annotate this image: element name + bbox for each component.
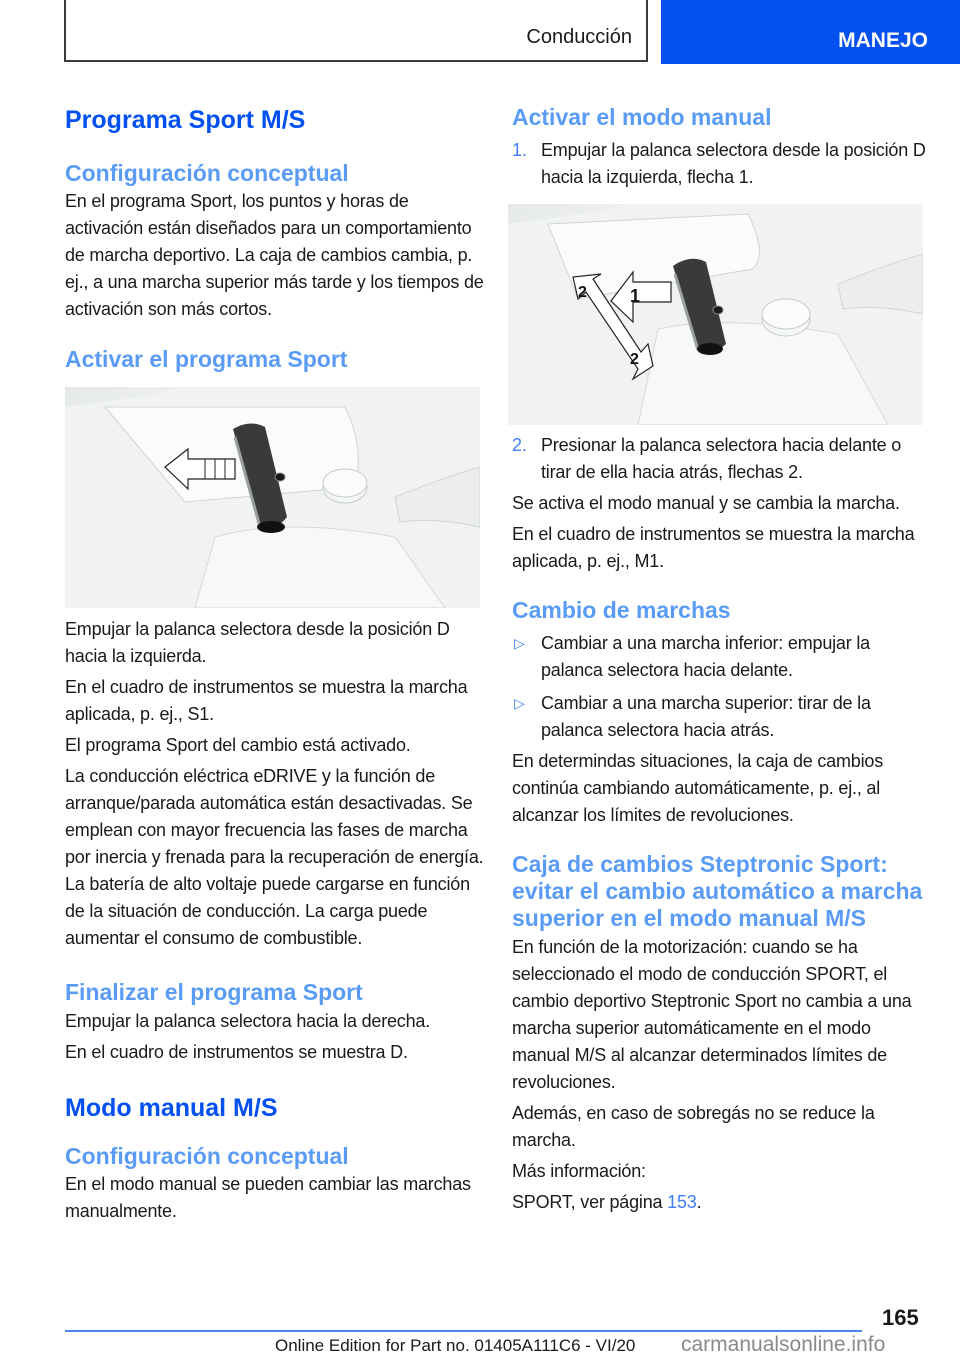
- step-number: 1.: [512, 140, 528, 160]
- more-info-label: Más información:: [512, 1161, 646, 1181]
- edition-text: Online Edition for Part no. 01405A111C6 - VI/20: [275, 1336, 636, 1355]
- arrow-label-2a: 2: [578, 284, 587, 301]
- shift-text: En determindas situaciones, la caja de cambios continúa cambiando automáticamente, p. ej., al alcanzar los límites de revoluciones.: [512, 751, 884, 825]
- manual-mode-title: Modo manual M/S: [65, 1094, 278, 1122]
- reference-prefix: SPORT, ver página: [512, 1192, 668, 1212]
- activate-text-2: En el cuadro de instrumentos se muestra la marcha aplicada, p. ej., S1.: [65, 677, 468, 724]
- steptronic-heading: Caja de cambios Steptronic Sport: evitar el cambio automático a marcha superior en el modo manual M/S: [512, 851, 923, 931]
- step-item: [512, 137, 927, 191]
- steptronic-text-2: Además, en caso de sobregás no se reduce la marcha.: [512, 1103, 875, 1150]
- chapter-title: MANEJO: [838, 29, 928, 52]
- activate-text-3: El programa Sport del cambio está activado.: [65, 735, 411, 755]
- triangle-bullet-icon: ▷: [514, 695, 525, 711]
- watermark: carmanualsonline.info: [681, 1333, 886, 1356]
- arrow-label-2b: 2: [630, 351, 639, 368]
- bullet-item: [512, 630, 927, 684]
- page-title: Programa Sport M/S: [65, 106, 306, 134]
- chapter-tab: [661, 0, 960, 64]
- manual-concept-heading: Configuración conceptual: [65, 1143, 349, 1169]
- section-title: Conducción: [526, 26, 632, 48]
- bullet-item: [512, 690, 927, 744]
- sport-lever-illustration: [65, 387, 480, 608]
- bullet-text: Cambiar a una marcha inferior: empujar la palanca selectora hacia delante.: [541, 633, 870, 680]
- bullet-text: Cambiar a una marcha superior: tirar de la palanca selectora hacia atrás.: [541, 693, 871, 740]
- steptronic-text-1: En función de la motorización: cuando se ha seleccionado el modo de conducción SPORT, el cambio deportivo Steptronic Sport no cambia a una marcha superior automáticamente en el modo manual M/S al alcanzar determinados límites de revoluciones.: [512, 937, 912, 1092]
- after-text-2: En el cuadro de instrumentos se muestra la marcha aplicada, p. ej., M1.: [512, 524, 915, 571]
- concept-text: En el programa Sport, los puntos y horas de activación están diseñados para un comportamiento de marcha deportivo. La caja de cambios cambia, p. ej., a una marcha superior más tarde y los tiempos de activación son más cortos.: [65, 191, 484, 319]
- step-number: 2.: [512, 435, 528, 455]
- manual-concept-text: En el modo manual se pueden cambiar las marchas manualmente.: [65, 1174, 471, 1221]
- reference-suffix: .: [696, 1192, 702, 1212]
- page-number: 165: [882, 1305, 919, 1330]
- end-text-2: En el cuadro de instrumentos se muestra D.: [65, 1042, 408, 1062]
- triangle-bullet-icon: ▷: [514, 635, 525, 651]
- header-section-box: [64, 0, 648, 62]
- end-text-1: Empujar la palanca selectora hacia la derecha.: [65, 1011, 431, 1031]
- right-column: [512, 103, 927, 191]
- activate-manual-heading: Activar el modo manual: [512, 104, 772, 130]
- activate-text-4: La conducción eléctrica eDRIVE y la función de arranque/parada automática están desactivadas. Se emplean con mayor frecuencia las fases de marcha por inercia y frenada para la recuperación de energía. La batería de alto voltaje puede cargarse en función de la situación de conducción. La carga puede aumentar el consumo de combustible.: [65, 766, 484, 948]
- left-column: [65, 100, 485, 373]
- right-column-lower: [512, 432, 927, 1216]
- arrow-label-1: 1: [630, 286, 641, 306]
- shift-heading: Cambio de marchas: [512, 597, 731, 623]
- step-text: Presionar la palanca selectora hacia delante o tirar de ella hacia atrás, flechas 2.: [541, 435, 902, 482]
- step-item: [512, 432, 927, 486]
- end-sport-heading: Finalizar el programa Sport: [65, 979, 363, 1005]
- step-text: Empujar la palanca selectora desde la posición D hacia la izquierda, flecha 1.: [541, 140, 926, 187]
- footer-divider: [65, 1330, 862, 1332]
- concept-heading: Configuración conceptual: [65, 160, 349, 186]
- activate-sport-heading: Activar el programa Sport: [65, 346, 348, 372]
- manual-lever-illustration: [508, 204, 923, 425]
- after-text-1: Se activa el modo manual y se cambia la marcha.: [512, 493, 900, 513]
- page-reference: [512, 1189, 927, 1216]
- page-link-153[interactable]: 153: [667, 1192, 697, 1212]
- activate-text-1: Empujar la palanca selectora desde la posición D hacia la izquierda.: [65, 619, 450, 666]
- left-column-lower: [65, 616, 485, 1225]
